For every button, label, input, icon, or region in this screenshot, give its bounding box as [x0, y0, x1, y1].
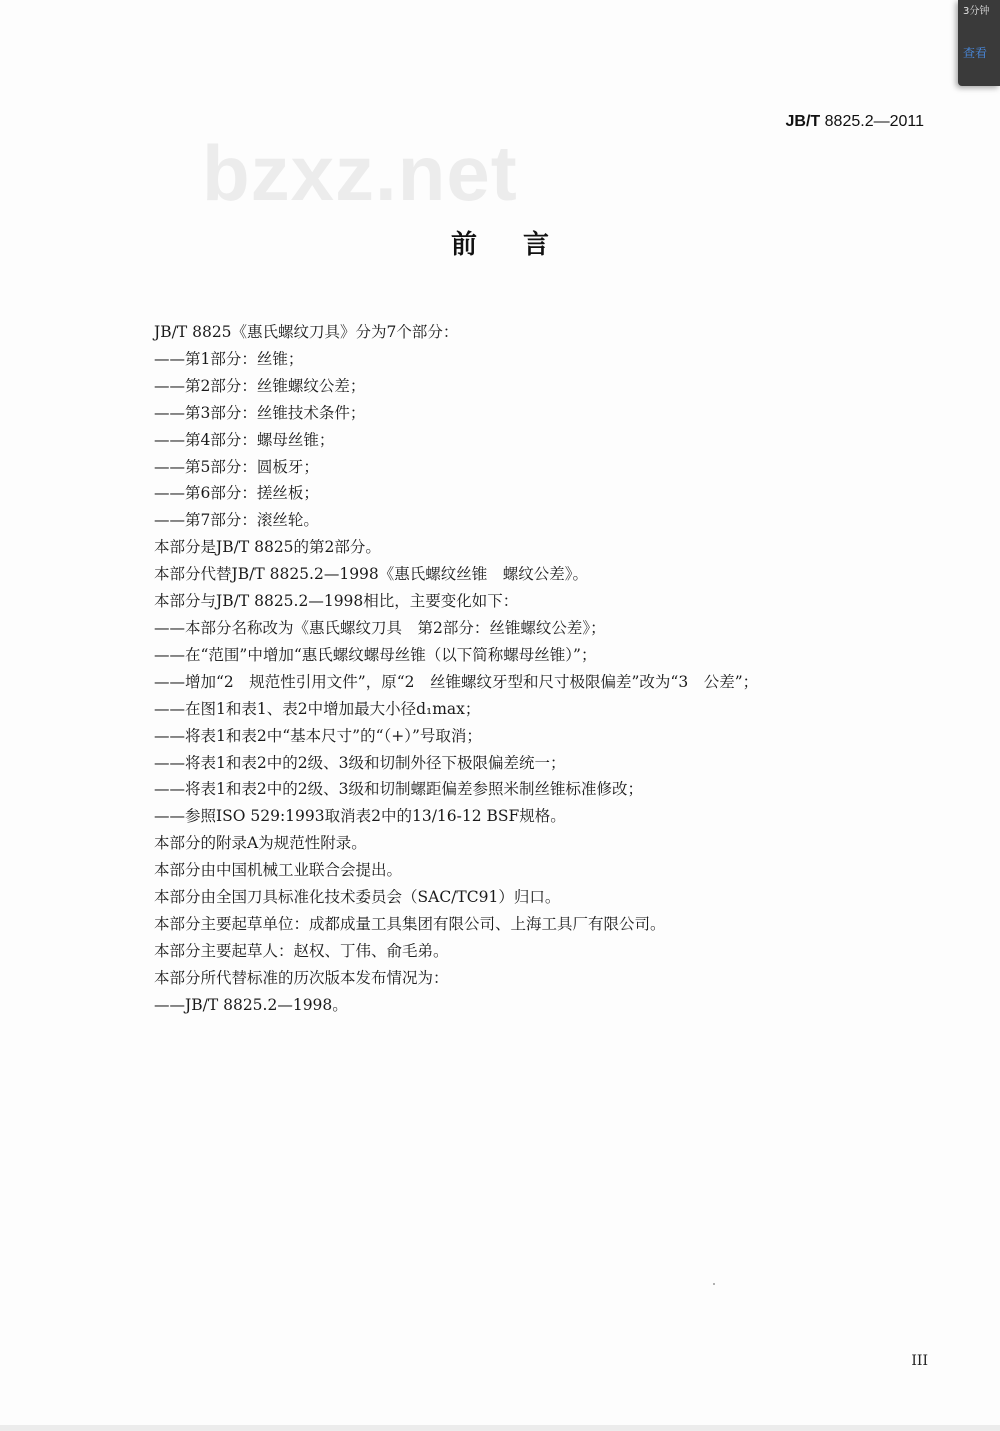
- text-line: ——第1部分：丝锥；: [154, 349, 304, 368]
- text-line: ——第5部分：圆板牙；: [154, 457, 319, 476]
- page-bottom-edge: [0, 1425, 1000, 1431]
- page-title: 前言: [450, 230, 595, 260]
- text-line: ——第6部分：搓丝板；: [154, 484, 319, 503]
- text-line: ——增加“2 规范性引用文件”，原“2 丝锥螺纹牙型和尺寸极限偏差”改为“3 公差”；: [154, 672, 759, 691]
- watermark: bzxz.net: [202, 129, 518, 217]
- reading-time-label: 3分钟: [963, 6, 990, 17]
- text-line: ——第3部分：丝锥技术条件；: [154, 403, 366, 422]
- page-number: III: [911, 1353, 928, 1369]
- text-line: 本部分所代替标准的历次版本发布情况为：: [154, 968, 449, 987]
- text-line: ——JB/T 8825.2—1998。: [154, 995, 348, 1014]
- standard-code: 8825.2—2011: [820, 113, 924, 130]
- text-line: 本部分主要起草单位：成都成量工具集团有限公司、上海工具厂有限公司。: [154, 914, 666, 933]
- text-line: 本部分与JB/T 8825.2—1998相比，主要变化如下：: [154, 592, 519, 611]
- text-line: ——将表1和表2中的2级、3级和切制外径下极限偏差统一；: [154, 753, 566, 772]
- standard-prefix: JB/T: [785, 113, 821, 130]
- text-line: ——参照ISO 529:1993取消表2中的13/16-12 BSF规格。: [154, 807, 566, 826]
- text-line: 本部分代替JB/T 8825.2—1998《惠氏螺纹丝锥 螺纹公差》。: [154, 565, 589, 584]
- text-line: ——在图1和表1、表2中增加最大小径d₁max；: [154, 699, 481, 718]
- floating-side-widget[interactable]: [958, 0, 1000, 86]
- text-line: 本部分的附录A为规范性附录。: [154, 834, 367, 853]
- text-line: 本部分主要起草人：赵权、丁伟、俞毛弟。: [154, 941, 449, 960]
- text-line: 本部分由中国机械工业联合会提出。: [154, 861, 403, 880]
- text-line: 本部分由全国刀具标准化技术委员会（SAC/TC91）归口。: [154, 888, 561, 907]
- text-line: ——第2部分：丝锥螺纹公差；: [154, 376, 366, 395]
- text-line: ——第7部分：滚丝轮。: [154, 511, 319, 530]
- standard-number: [786, 113, 924, 131]
- scan-speck: [713, 1283, 715, 1285]
- text-line: 本部分是JB/T 8825的第2部分。: [154, 538, 381, 557]
- text-line: ——将表1和表2中“基本尺寸”的“（+）”号取消；: [154, 726, 482, 745]
- foreword-body: [154, 319, 934, 1019]
- view-link[interactable]: 查看: [963, 46, 988, 60]
- text-line: ——本部分名称改为《惠氏螺纹刀具 第2部分：丝锥螺纹公差》；: [154, 618, 606, 637]
- text-line: ——在“范围”中增加“惠氏螺纹螺母丝锥（以下简称螺母丝锥）”；: [154, 645, 597, 664]
- text-line: ——第4部分：螺母丝锥；: [154, 430, 335, 449]
- text-line: ——将表1和表2中的2级、3级和切制螺距偏差参照米制丝锥标准修改；: [154, 780, 643, 799]
- text-line: JB/T 8825《惠氏螺纹刀具》分为7个部分：: [154, 323, 459, 341]
